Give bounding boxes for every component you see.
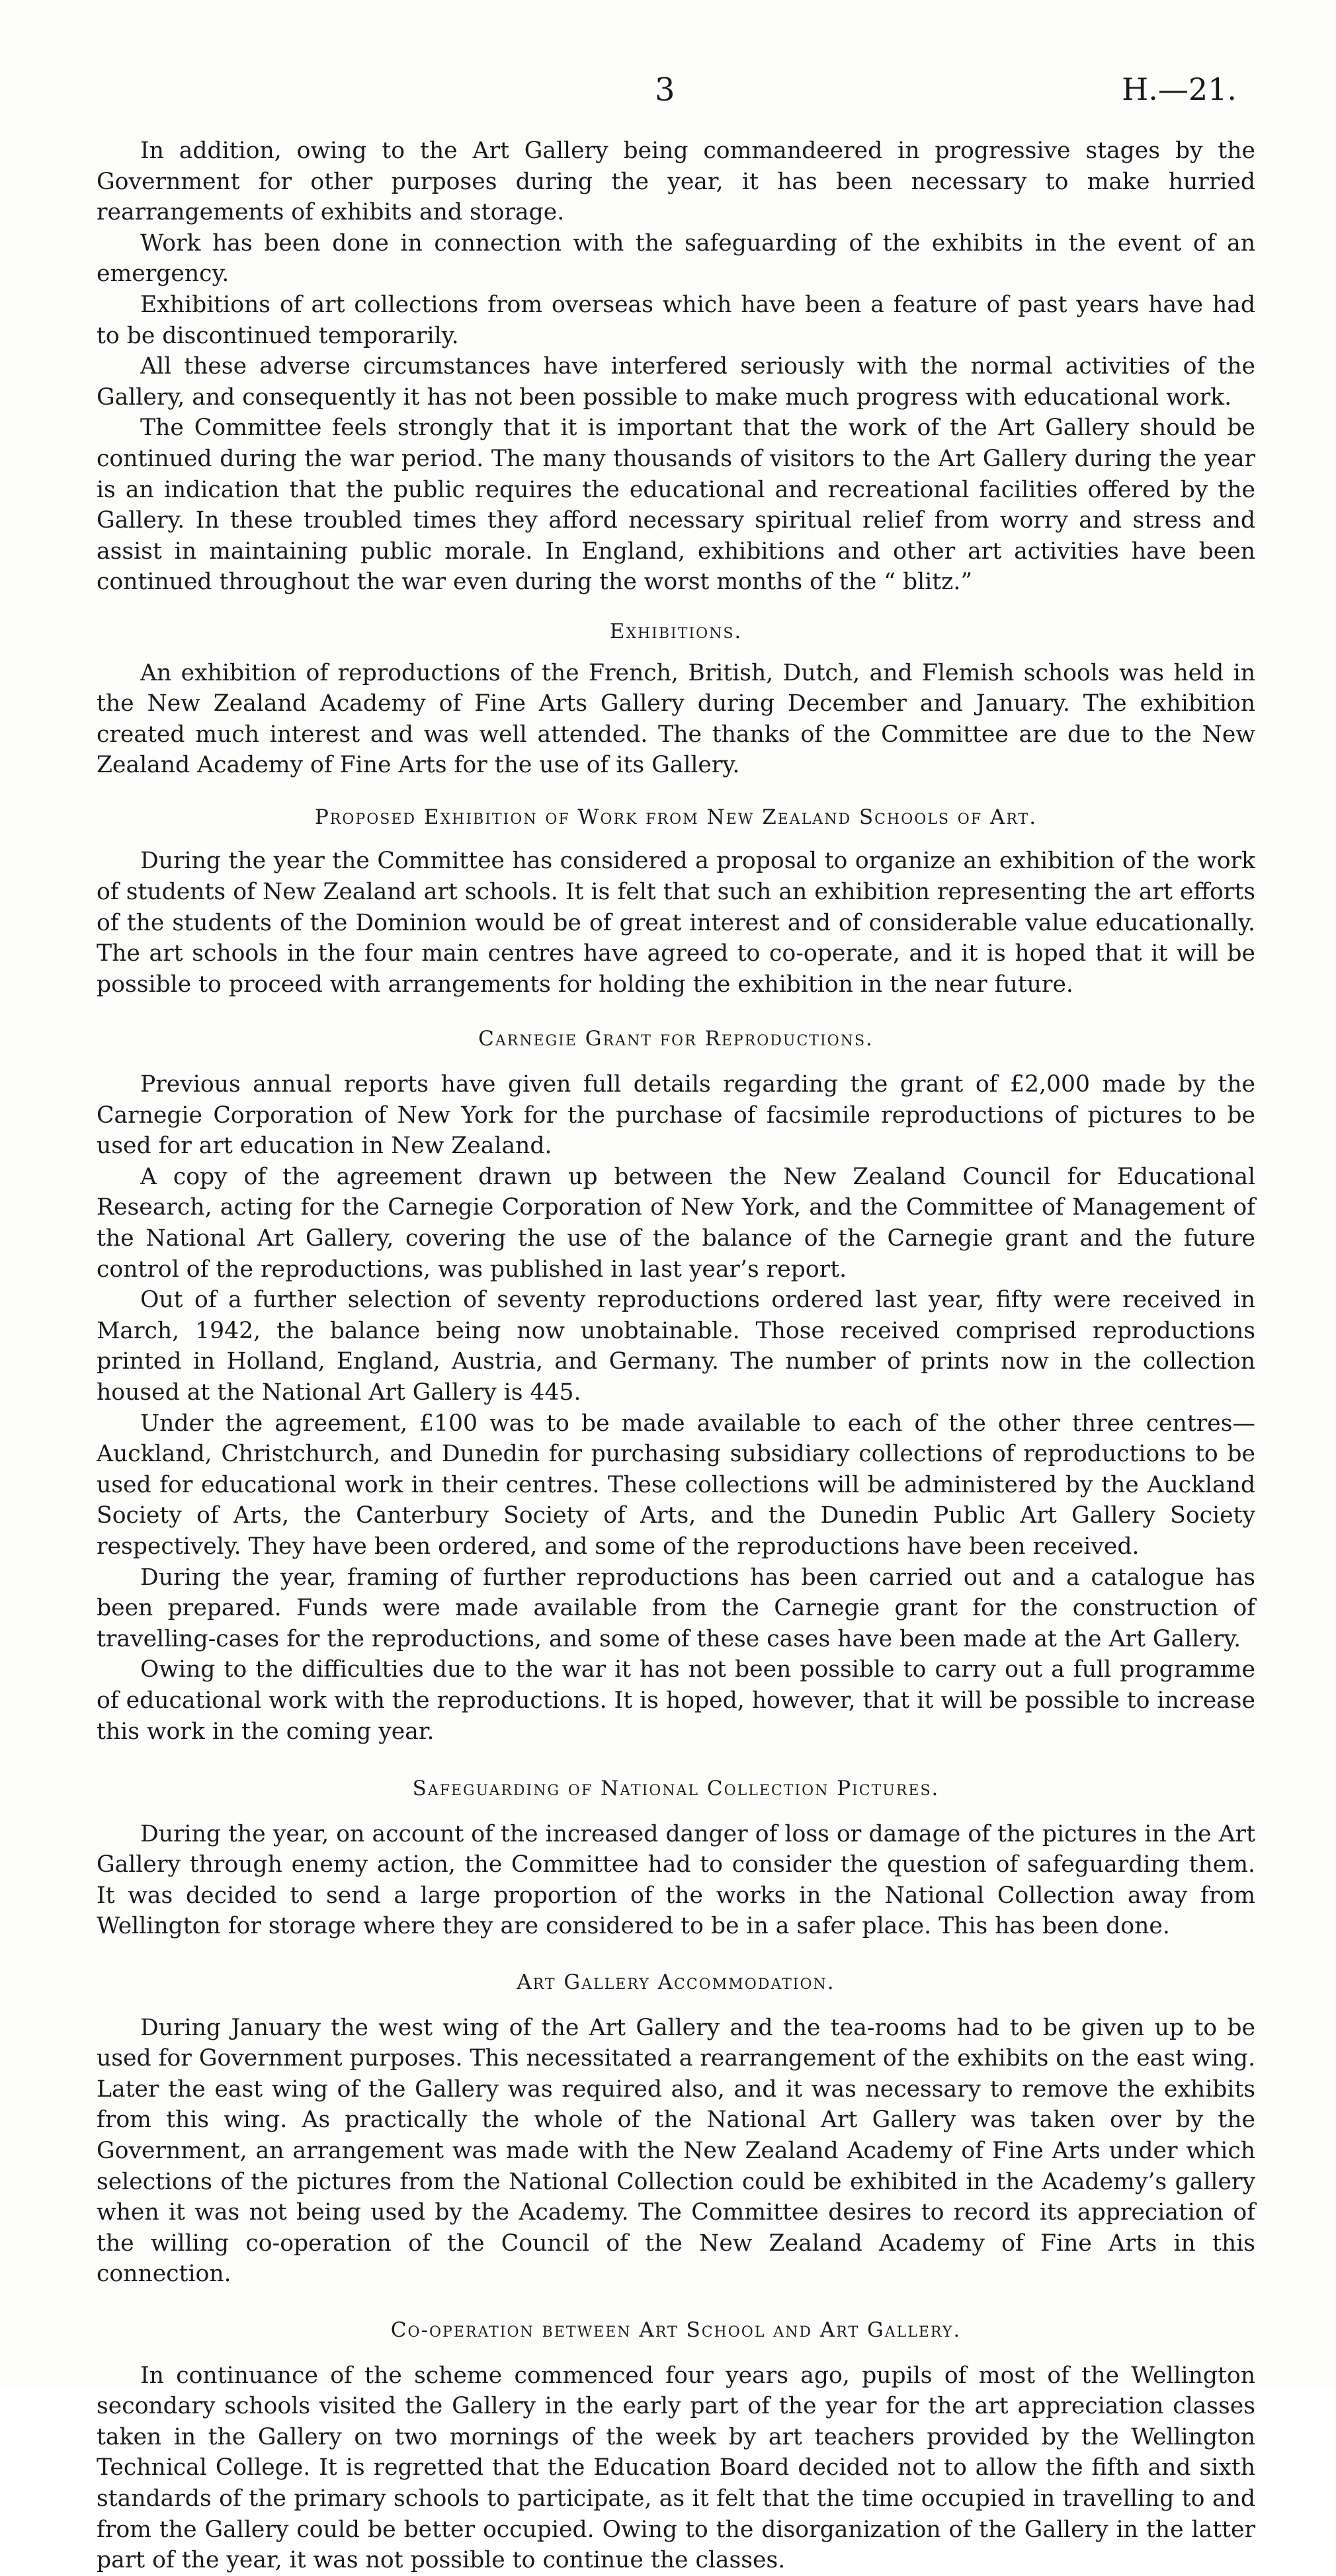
- paragraph: Under the agreement, £100 was to be made available to each of the other three centres—Auckland, Christchurch, and Dunedin for purchasing subsidiary collections of reproductions to be used for educational work in their centres. These collections will be administered by the Auckland Society of Arts, the Canterbury Society of Arts, and the Dunedin Public Art Gallery Society respectively. They have been ordered, and some of the reproductions have been received.: [97, 1410, 1255, 1560]
- paragraph: Exhibitions of art collections from overseas which have been a feature of past years have had to be discontinued temporarily.: [97, 291, 1255, 349]
- paragraph: An exhibition of reproductions of the French, British, Dutch, and Flemish schools was held in the New Zealand Academy of Fine Arts Gallery during December and January. The exhibition created much interest and was well attended. The thanks of the Committee are due to the New Zealand Academy of Fine Arts for the use of its Gallery.: [97, 659, 1255, 779]
- section-heading-proposed-exhibition: Proposed Exhibition of Work from New Zealand Schools of Art.: [314, 805, 1038, 829]
- paragraph: Out of a further selection of seventy reproductions ordered last year, fifty were received in March, 1942, the balance being now unobtainable. Those received comprised reproductions printed in Holland, England, Austria, and Germany. The number of prints now in the collection housed at the National Art Gallery is 445.: [97, 1287, 1255, 1406]
- paragraph: During the year, framing of further reproductions has been carried out and a catalogue has been prepared. Funds were made available from the Carnegie grant for the construction of travelling-cases for the reproductions, and some of these cases have been made at the Art Gallery.: [97, 1564, 1255, 1652]
- paragraph: Owing to the difficulties due to the war it has not been possible to carry out a full programme of educational work with the reproductions. It is hoped, however, that it will be possible to increase this work in the coming year.: [97, 1656, 1255, 1745]
- section-heading-safeguarding: Safeguarding of National Collection Pictures.: [412, 1777, 940, 1801]
- section-heading-cooperation: Co-operation between Art School and Art Gallery.: [390, 2318, 962, 2342]
- paragraph: In continuance of the scheme commenced four years ago, pupils of most of the Wellington secondary schools visited the Gallery in the early part of the year for the art appreciation classes taken in the Gallery on two mornings of the week by art teachers provided by the Wellington Technical College. It is regretted that the Education Board decided not to allow the fifth and sixth standards of the primary schools to participate, as it felt that the time occupied in travelling to and from the Gallery could be better occupied. Owing to the disorganization of the Gallery in the latter part of the year, it was not possible to continue the classes.: [97, 2362, 1255, 2574]
- intro-section: [97, 136, 1255, 598]
- paragraph: In addition, owing to the Art Gallery being commandeered in progressive stages by the Government for other purposes during the year, it has been necessary to make hurried rearrangements of exhibits and storage.: [97, 138, 1255, 226]
- page-header: [0, 71, 1336, 111]
- paragraph: The Committee feels strongly that it is important that the work of the Art Gallery should be continued during the war period. The many thousands of visitors to the Art Gallery during the year is an indication that the public requires the educational and recreational facilities offered by the Gallery. In these troubled times they afford necessary spiritual relief from worry and stress and assist in maintaining public morale. In England, exhibitions and other art activities have been continued throughout the war even during the worst months of the “ blitz.”: [97, 415, 1255, 596]
- section-heading-accommodation: Art Gallery Accommodation.: [517, 1970, 835, 1995]
- paragraph: During the year the Committee has considered a proposal to organize an exhibition of the work of students of New Zealand art schools. It is felt that such an exhibition representing the art efforts of the students of the Dominion would be of great interest and of considerable value educationally. The art schools in the four main centres have agreed to co-operate, and it is hoped that it will be possible to proceed with arrangements for holding the exhibition in the near future.: [97, 848, 1255, 998]
- paragraph: During January the west wing of the Art Gallery and the tea-rooms had to be given up to be used for Government purposes. This necessitated a rearrangement of the exhibits on the east wing. Later the east wing of the Gallery was required also, and it was necessary to remove the exhibits from this wing. As practically the whole of the National Art Gallery was taken over by the Government, an arrangement was made with the New Zealand Academy of Fine Arts under which selections of the pictures from the National Collection could be exhibited in the Academy’s gallery when it was not being used by the Academy. The Committee desires to record its appreciation of the willing co-operation of the Council of the New Zealand Academy of Fine Arts in this connection.: [97, 2014, 1255, 2288]
- document-body: [97, 136, 1255, 2576]
- paragraph: All these adverse circumstances have interfered seriously with the normal activities of the Gallery, and consequently it has not been possible to make much progress with educational work.: [97, 353, 1255, 411]
- page-number: 3: [655, 71, 675, 108]
- paragraph: During the year, on account of the increased danger of loss or damage of the pictures in the Art Gallery through enemy action, the Committee had to consider the question of safeguarding them. It was decided to send a large proportion of the works in the National Collection away from Wellington for storage where they are considered to be in a safer place. This has been done.: [97, 1820, 1255, 1940]
- section-heading-carnegie-grant: Carnegie Grant for Reproductions.: [478, 1027, 874, 1051]
- section-heading-exhibitions: Exhibitions.: [609, 619, 743, 643]
- paragraph: Work has been done in connection with the safeguarding of the exhibits in the event of an emergency.: [97, 229, 1255, 288]
- document-reference: H.—21.: [1122, 71, 1237, 107]
- paragraph: Previous annual reports have given full details regarding the grant of £2,000 made by the Carnegie Corporation of New York for the purchase of facsimile reproductions of pictures to be used for art education in New Zealand.: [97, 1071, 1255, 1160]
- paragraph: A copy of the agreement drawn up between the New Zealand Council for Educational Research, acting for the Carnegie Corporation of New York, and the Committee of Management of the National Art Gallery, covering the use of the balance of the Carnegie grant and the future control of the reproductions, was published in last year’s report.: [97, 1163, 1255, 1283]
